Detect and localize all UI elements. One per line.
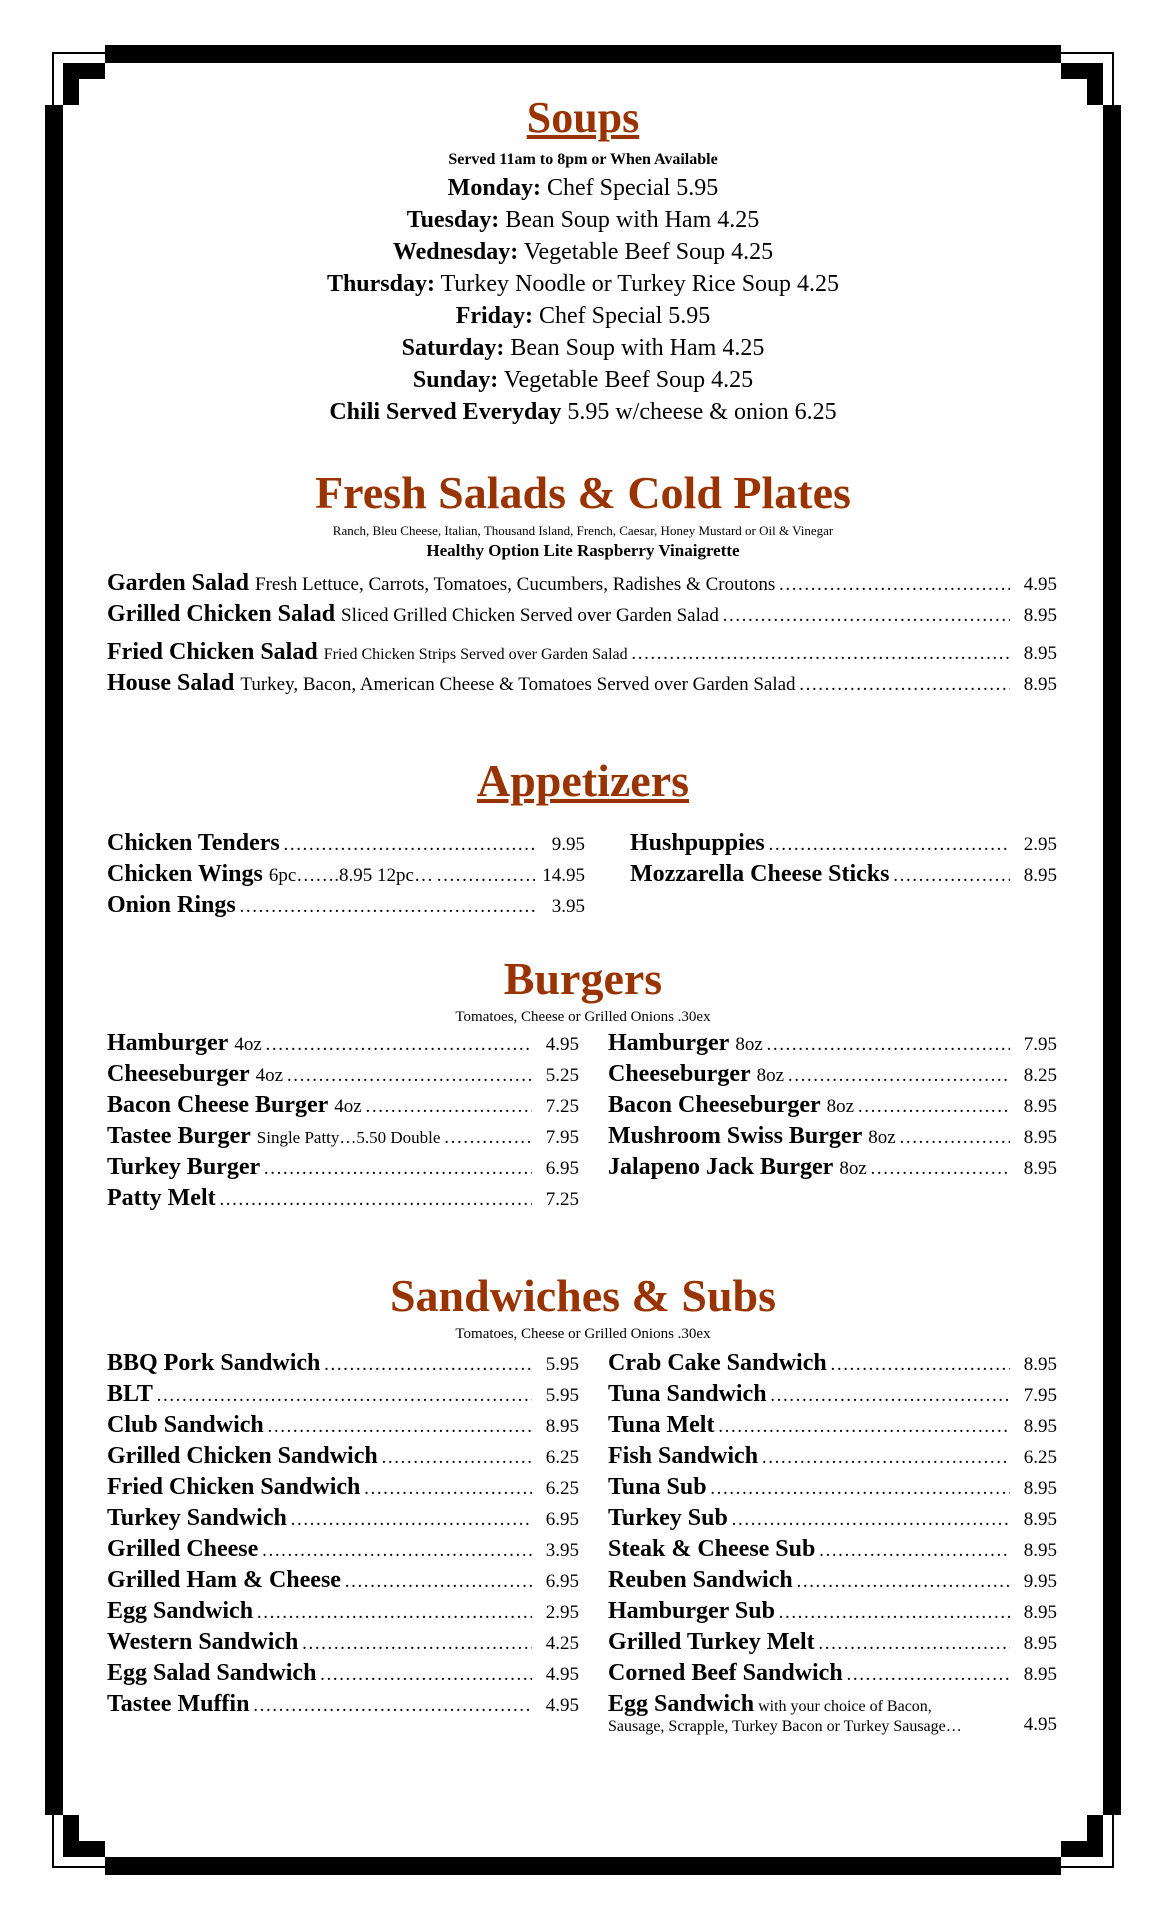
menu-item: BBQ Pork Sandwich ………………………………………………………………………………………………………………………………………………………………… 5.95: [107, 1350, 579, 1381]
menu-item: Corned Beef Sandwich ………………………………………………………………………………………………………………………………………………………………… 8.95: [608, 1660, 1057, 1691]
egg-sandwich-special: Egg Sandwich with your choice of Bacon, Sausage, Scrapple, Turkey Bacon or Turkey Sausage… 4.95: [608, 1691, 1057, 1735]
burgers-note: Tomatoes, Cheese or Grilled Onions .30ex: [455, 1009, 711, 1025]
menu-item: Fried Chicken Sandwich ………………………………………………………………………………………………………………………………………………………………… 6.25: [107, 1474, 579, 1505]
menu-item: Steak & Cheese Sub ………………………………………………………………………………………………………………………………………………………………… 8.95: [608, 1536, 1057, 1567]
menu-item: Garden Salad Fresh Lettuce, Carrots, Tomatoes, Cucumbers, Radishes & Croutons ………………………………………………………………………………………………………………………………………………………………… 4.95: [107, 570, 1057, 601]
soups-list: [90, 172, 1076, 428]
sandwiches-right: [608, 1350, 1057, 1736]
menu-item: Mozzarella Cheese Sticks ………………………………………………………………………………………………………………………………………………………………… 8.95: [630, 861, 1057, 892]
salads-title: Fresh Salads & Cold Plates: [315, 467, 851, 518]
appetizers-right: [630, 830, 1057, 892]
burgers-right: [608, 1030, 1057, 1185]
menu-item: Club Sandwich ………………………………………………………………………………………………………………………………………………………………… 8.95: [107, 1412, 579, 1443]
burgers-title: Burgers: [503, 953, 663, 1004]
salads-list: [107, 570, 1057, 701]
menu-item: Turkey Sandwich ………………………………………………………………………………………………………………………………………………………………… 6.95: [107, 1505, 579, 1536]
menu-item: Tuna Sandwich ………………………………………………………………………………………………………………………………………………………………… 7.95: [608, 1381, 1057, 1412]
menu-item: Chicken Wings 6pc…….8.95 12pc… ………………………………………………………………………………………………………………………………………………………………… 14.95: [107, 861, 585, 892]
sandwiches-title: Sandwiches & Subs: [389, 1270, 777, 1321]
menu-item: House Salad Turkey, Bacon, American Cheese & Tomatoes Served over Garden Salad ………………………………………………………………………………………………………………………………………………………………… 8.95: [107, 670, 1057, 701]
burgers-left: [107, 1030, 579, 1216]
menu-item: Patty Melt ………………………………………………………………………………………………………………………………………………………………… 7.25: [107, 1185, 579, 1216]
menu-item: Grilled Chicken Sandwich ………………………………………………………………………………………………………………………………………………………………… 6.25: [107, 1443, 579, 1474]
salads-dressings: Ranch, Bleu Cheese, Italian, Thousand Island, French, Caesar, Honey Mustard or Oil & Vinegar: [332, 523, 834, 538]
menu-item: Reuben Sandwich ………………………………………………………………………………………………………………………………………………………………… 9.95: [608, 1567, 1057, 1598]
menu-item: Bacon Cheeseburger 8oz ………………………………………………………………………………………………………………………………………………………………… 8.95: [608, 1092, 1057, 1123]
appetizers-title: Appetizers: [476, 755, 690, 806]
menu-item: Chicken Tenders ………………………………………………………………………………………………………………………………………………………………… 9.95: [107, 830, 585, 861]
sandwiches-note: Tomatoes, Cheese or Grilled Onions .30ex: [455, 1326, 711, 1342]
menu-item: Grilled Chicken Salad Sliced Grilled Chicken Served over Garden Salad ………………………………………………………………………………………………………………………………………………………………… 8.95: [107, 601, 1057, 639]
menu-item: Tastee Muffin ………………………………………………………………………………………………………………………………………………………………… 4.95: [107, 1691, 579, 1722]
menu-item: Tastee Burger Single Patty…5.50 Double ………………………………………………………………………………………………………………………………………………………………… 7.95: [107, 1123, 579, 1154]
menu-item: Bacon Cheese Burger 4oz ………………………………………………………………………………………………………………………………………………………………… 7.25: [107, 1092, 579, 1123]
menu-item: Tuna Melt ………………………………………………………………………………………………………………………………………………………………… 8.95: [608, 1412, 1057, 1443]
menu-item: Hamburger 8oz ………………………………………………………………………………………………………………………………………………………………… 7.95: [608, 1030, 1057, 1061]
menu-item: Grilled Cheese ………………………………………………………………………………………………………………………………………………………………… 3.95: [107, 1536, 579, 1567]
soup-wednesday: Wednesday: Vegetable Beef Soup 4.25: [392, 239, 774, 265]
soup-monday: Monday: Chef Special 5.95: [447, 175, 719, 201]
soup-friday: Friday: Chef Special 5.95: [455, 303, 711, 329]
soup-sunday: Sunday: Vegetable Beef Soup 4.25: [412, 367, 754, 393]
menu-item: Hamburger 4oz ………………………………………………………………………………………………………………………………………………………………… 4.95: [107, 1030, 579, 1061]
menu-item: Grilled Ham & Cheese ………………………………………………………………………………………………………………………………………………………………… 6.95: [107, 1567, 579, 1598]
soup-chili: Chili Served Everyday 5.95 w/cheese & onion 6.25: [329, 399, 837, 425]
menu-item: Egg Salad Sandwich ………………………………………………………………………………………………………………………………………………………………… 4.95: [107, 1660, 579, 1691]
menu-item: Turkey Sub ………………………………………………………………………………………………………………………………………………………………… 8.95: [608, 1505, 1057, 1536]
menu-item: Egg Sandwich ………………………………………………………………………………………………………………………………………………………………… 2.95: [107, 1598, 579, 1629]
menu-item: Crab Cake Sandwich ………………………………………………………………………………………………………………………………………………………………… 8.95: [608, 1350, 1057, 1381]
menu-item: Fish Sandwich ………………………………………………………………………………………………………………………………………………………………… 6.25: [608, 1443, 1057, 1474]
menu-item: Fried Chicken Salad Fried Chicken Strips Served over Garden Salad ………………………………………………………………………………………………………………………………………………………………… 8.95: [107, 639, 1057, 670]
menu-item: Grilled Turkey Melt ………………………………………………………………………………………………………………………………………………………………… 8.95: [608, 1629, 1057, 1660]
appetizers-left: [107, 830, 585, 923]
soups-note: Served 11am to 8pm or When Available: [448, 151, 718, 168]
soup-saturday: Saturday: Bean Soup with Ham 4.25: [401, 335, 765, 361]
menu-item: Cheeseburger 8oz ………………………………………………………………………………………………………………………………………………………………… 8.25: [608, 1061, 1057, 1092]
menu-item: BLT ………………………………………………………………………………………………………………………………………………………………… 5.95: [107, 1381, 579, 1412]
soup-thursday: Thursday: Turkey Noodle or Turkey Rice Soup 4.25: [326, 271, 840, 297]
menu-item: Onion Rings ………………………………………………………………………………………………………………………………………………………………… 3.95: [107, 892, 585, 923]
soup-tuesday: Tuesday: Bean Soup with Ham 4.25: [406, 207, 760, 233]
menu-item: Hamburger Sub ………………………………………………………………………………………………………………………………………………………………… 8.95: [608, 1598, 1057, 1629]
menu-item: Turkey Burger ………………………………………………………………………………………………………………………………………………………………… 6.95: [107, 1154, 579, 1185]
menu-item: Tuna Sub ………………………………………………………………………………………………………………………………………………………………… 8.95: [608, 1474, 1057, 1505]
menu-item: Western Sandwich ………………………………………………………………………………………………………………………………………………………………… 4.25: [107, 1629, 579, 1660]
menu-item: Mushroom Swiss Burger 8oz ………………………………………………………………………………………………………………………………………………………………… 8.95: [608, 1123, 1057, 1154]
salads-healthy: Healthy Option Lite Raspberry Vinaigrette: [426, 541, 740, 560]
soups-title: Soups: [526, 93, 640, 142]
menu-item: Cheeseburger 4oz ………………………………………………………………………………………………………………………………………………………………… 5.25: [107, 1061, 579, 1092]
menu-item: Jalapeno Jack Burger 8oz ………………………………………………………………………………………………………………………………………………………………… 8.95: [608, 1154, 1057, 1185]
menu-item: Hushpuppies ………………………………………………………………………………………………………………………………………………………………… 2.95: [630, 830, 1057, 861]
sandwiches-left: [107, 1350, 579, 1722]
